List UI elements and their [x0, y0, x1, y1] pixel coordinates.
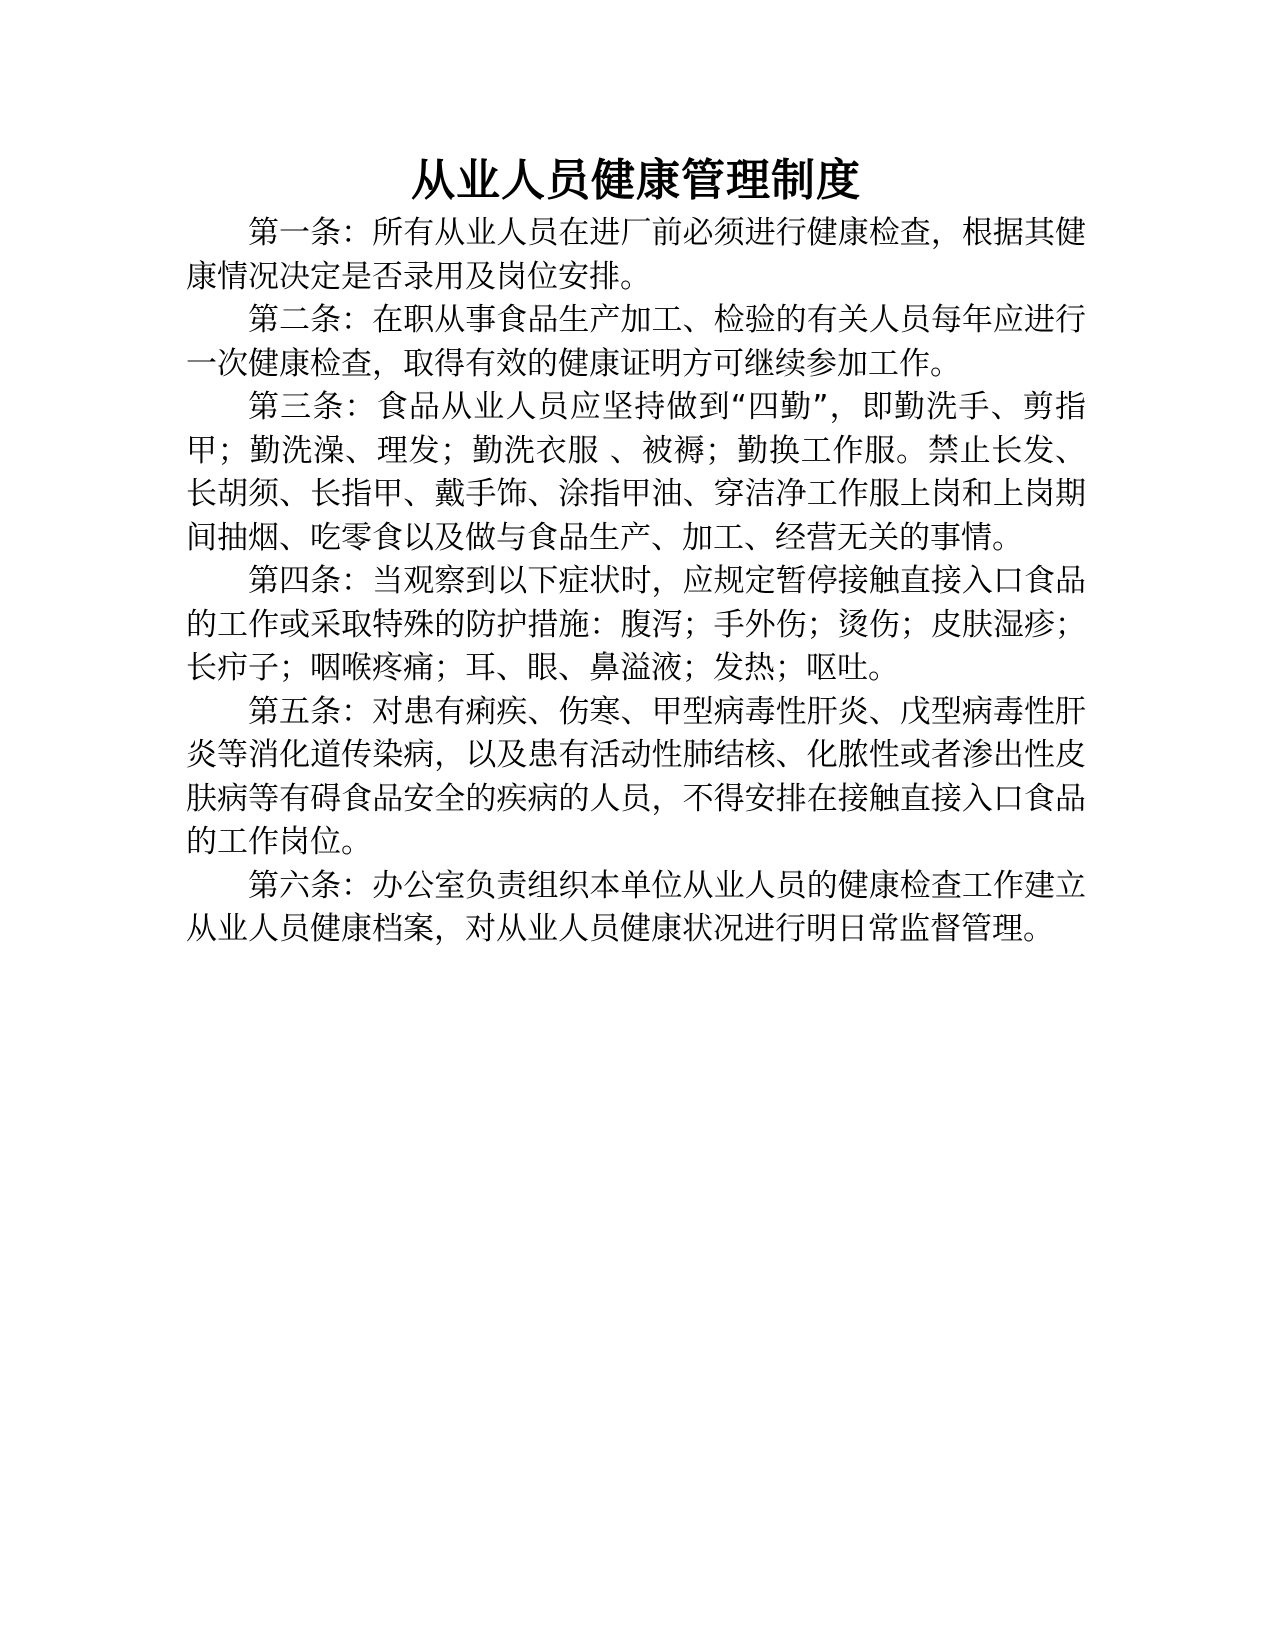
- article-4: 第四条：当观察到以下症状时，应规定暂停接触直接入口食品的工作或采取特殊的防护措施：腹泻；手外伤；烫伤；皮肤湿疹；长疖子；咽喉疼痛；耳、眼、鼻溢液；发热；呕吐。: [186, 563, 1086, 686]
- article-5: 第五条：对患有痢疾、伤寒、甲型病毒性肝炎、戊型病毒性肝炎等消化道传染病，以及患有活动性肺结核、化脓性或者渗出性皮肤病等有碍食品安全的疾病的人员，不得安排在接触直接入口食品的工作岗位。: [186, 693, 1086, 860]
- article-1: 第一条：所有从业人员在进厂前必须进行健康检查，根据其健康情况决定是否录用及岗位安排。: [186, 215, 1086, 295]
- article-3: 第三条：食品从业人员应坚持做到“四勤”，即勤洗手、剪指甲；勤洗澡、理发；勤洗衣服 、被褥；勤换工作服。禁止长发、长胡须、长指甲、戴手饰、涂指甲油、穿洁净工作服上岗和上岗期间抽烟、吃零食以及做与食品生产、加工、经营无关的事情。: [186, 389, 1086, 556]
- article-2: 第二条：在职从事食品生产加工、检验的有关人员每年应进行一次健康检查，取得有效的健康证明方可继续参加工作。: [186, 302, 1086, 382]
- document-body: [186, 150, 1086, 952]
- document-title: 从业人员健康管理制度: [411, 155, 861, 206]
- article-6: 第六条：办公室负责组织本单位从业人员的健康检查工作建立从业人员健康档案，对从业人员健康状况进行明日常监督管理。: [186, 867, 1086, 947]
